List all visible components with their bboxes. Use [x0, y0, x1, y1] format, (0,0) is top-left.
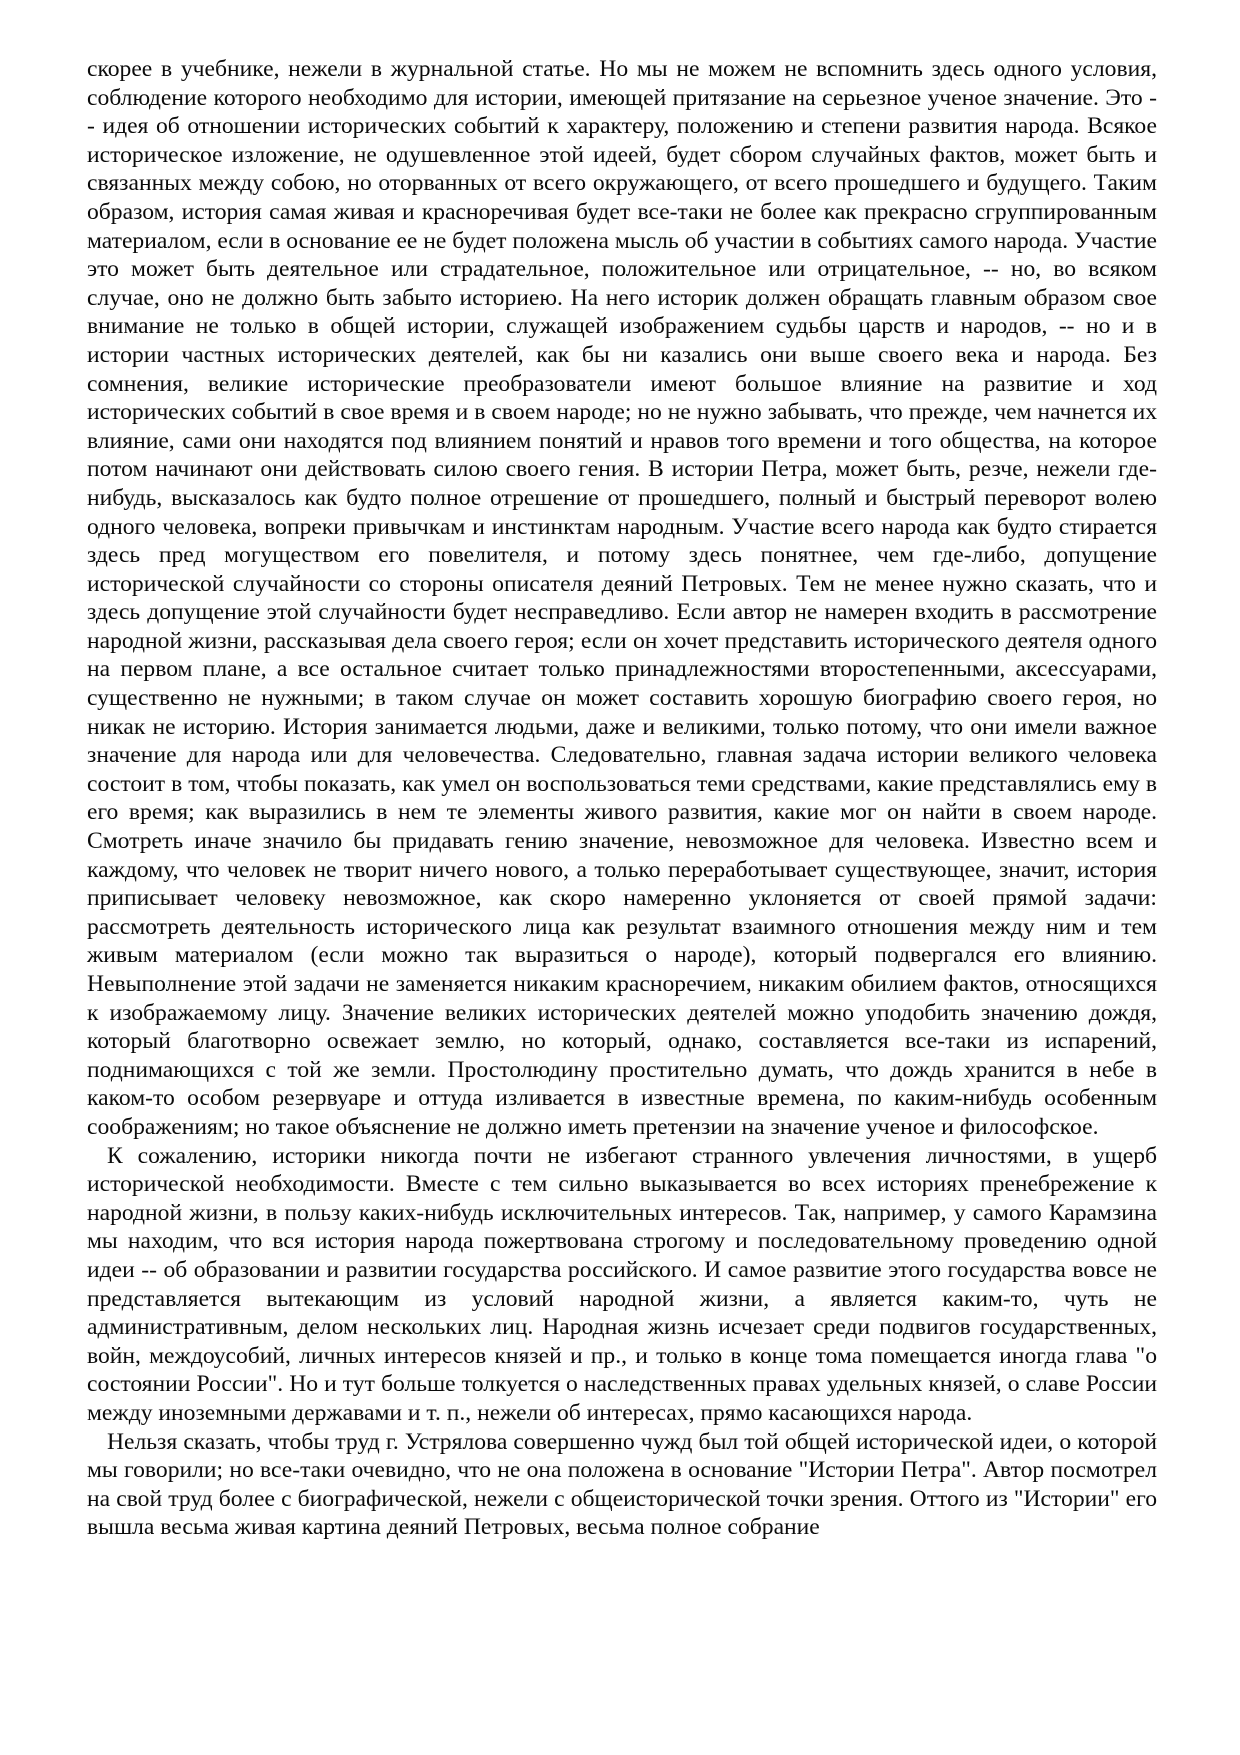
paragraph-3: Нельзя сказать, чтобы труд г. Устрялова совершенно чужд был той общей исторической идеи, о которой мы говорили; но все-таки очевидно, что не она положена в основание "Истории Петра". Автор посмотрел на свой труд более с биографической, нежели с общеисторической точки зрения. Оттого из "Истории" его вышла весьма живая картина деяний Петровых, весьма полное собрание [87, 1428, 1157, 1541]
paragraph-2: К сожалению, историки никогда почти не избегают странного увлечения личностями, в ущерб исторической необходимости. Вместе с тем сильно выказывается во всех историях пренебрежение к народной жизни, в пользу каких-нибудь исключительных интересов. Так, например, у самого Карамзина мы находим, что вся история народа пожертвована строгому и последовательному проведению одной идеи -- об образовании и развитии государства российского. И самое развитие этого государства вовсе не представляется вытекающим из условий народной жизни, а является каким-то, чуть не административным, делом нескольких лиц. Народная жизнь исчезает среди подвигов государственных, войн, междоусобий, личных интересов князей и пр., и только в конце тома помещается иногда глава "о состоянии России". Но и тут больше толкуется о наследственных правах удельных князей, о славе России между иноземными державами и т. п., нежели об интересах, прямо касающихся народа. [87, 1142, 1157, 1426]
document-page [87, 55, 1157, 1735]
paragraph-1: скорее в учебнике, нежели в журнальной статье. Но мы не можем не вспомнить здесь одного условия, соблюдение которого необходимо для истории, имеющей притязание на серьезное ученое значение. Это -- идея об отношении исторических событий к характеру, положению и степени развития народа. Всякое историческое изложение, не одушевленное этой идеей, будет сбором случайных фактов, может быть и связанных между собою, но оторванных от всего окружающего, от всего прошедшего и будущего. Таким образом, история самая живая и красноречивая будет все-таки не более как прекрасно сгруппированным материалом, если в основание ее не будет положена мысль об участии в событиях самого народа. Участие это может быть деятельное или страдательное, положительное или отрицательное, -- но, во всяком случае, оно не должно быть забыто историею. На него историк должен обращать главным образом свое внимание не только в общей истории, служащей изображением судьбы царств и народов, -- но и в истории частных исторических деятелей, как бы ни казались они выше своего века и народа. Без сомнения, великие исторические преобразователи имеют большое влияние на развитие и ход исторических событий в свое время и в своем народе; но не нужно забывать, что прежде, чем начнется их влияние, сами они находятся под влиянием понятий и нравов того времени и того общества, на которое потом начинают они действовать силою своего гения. В истории Петра, может быть, резче, нежели где-нибудь, высказалось как будто полное отрешение от прошедшего, полный и быстрый переворот волею одного человека, вопреки привычкам и инстинктам народным. Участие всего народа как будто стирается здесь пред могуществом его повелителя, и потому здесь понятнее, чем где-либо, допущение исторической случайности со стороны описателя деяний Петровых. Тем не менее нужно сказать, что и здесь допущение этой случайности будет несправедливо. Если автор не намерен входить в рассмотрение народной жизни, рассказывая дела своего героя; если он хочет представить исторического деятеля одного на первом плане, а все остальное считает только принадлежностями второстепенными, аксессуарами, существенно не нужными; в таком случае он может составить хорошую биографию своего героя, но никак не историю. История занимается людьми, даже и великими, только потому, что они имели важное значение для народа или для человечества. Следовательно, главная задача истории великого человека состоит в том, чтобы показать, как умел он воспользоваться теми средствами, какие представлялись ему в его время; как выразились в нем те элементы живого развития, какие мог он найти в своем народе. Смотреть иначе значило бы придавать гению значение, невозможное для человека. Известно всем и каждому, что человек не творит ничего нового, а только переработывает существующее, значит, история приписывает человеку невозможное, как скоро намеренно уклоняется от своей прямой задачи: рассмотреть деятельность исторического лица как результат взаимного отношения между ним и тем живым материалом (если можно так выразиться о народе), который подвергался его влиянию. Невыполнение этой задачи не заменяется никаким красноречием, никаким обилием фактов, относящихся к изображаемому лицу. Значение великих исторических деятелей можно уподобить значению дождя, который благотворно освежает землю, но который, однако, составляется все-таки из испарений, поднимающихся с той же земли. Простолюдину простительно думать, что дождь хранится в небе в каком-то особом резервуаре и оттуда изливается в известные времена, по каким-нибудь особенным соображениям; но такое объяснение не должно иметь претензии на значение ученое и философское. [87, 56, 1157, 1140]
